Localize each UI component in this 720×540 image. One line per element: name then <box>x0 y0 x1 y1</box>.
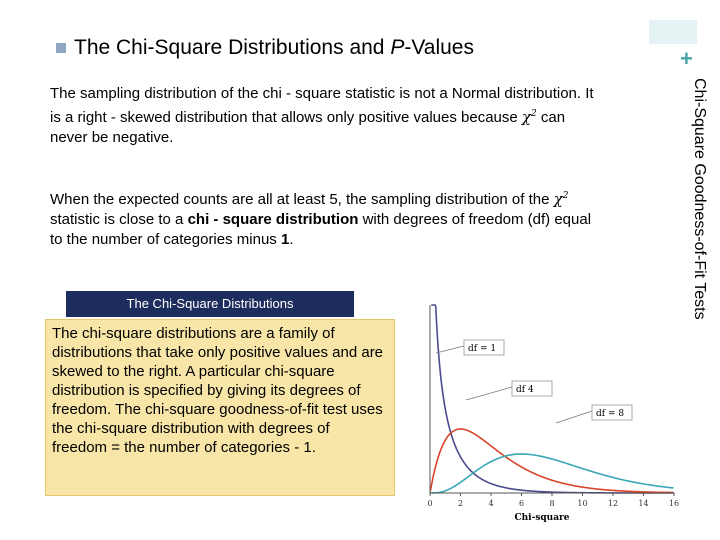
legend-leader-line <box>436 346 464 353</box>
x-tick-label: 10 <box>577 499 588 508</box>
legend-leader-line <box>556 411 592 423</box>
x-tick-label: 12 <box>607 499 619 508</box>
x-tick-label: 4 <box>488 499 494 508</box>
chi-square-symbol: $\chi^2$ <box>521 108 537 126</box>
chi-square-density-chart <box>406 305 680 523</box>
legend-label-df-1: df = 1 <box>468 344 497 354</box>
page-title: The Chi-Square Distributions and P-Values <box>74 36 474 59</box>
series-line-df-1 <box>431 305 673 493</box>
x-tick-label: 6 <box>518 499 525 508</box>
chi-square-symbol: $\chi^2$ <box>553 190 569 208</box>
x-tick-label: 14 <box>638 499 649 508</box>
legend-label-df-4: df 4 <box>516 385 534 395</box>
section-side-title: Chi-Square Goodness-of-Fit Tests <box>691 78 708 320</box>
legend-label-df-8: df = 8 <box>596 409 625 419</box>
legend-leader-line <box>466 387 512 400</box>
paragraph-expected-counts: When the expected counts are all at least 5, the sampling distribution of the $\chi^2$ statistic is close to a chi - square distribution with degrees of freedom (df) equal to the number of categories minus 1. <box>50 190 592 248</box>
x-tick-label: 8 <box>549 499 555 508</box>
distributions-box-text: The chi-square distributions are a family of distributions that take only positive values and are skewed to the right. A particular chi-square distribution is specified by giving its degrees of freedom. The chi-square goodness-of-fit test uses the chi-square distribution with degrees of freedom = the number of categories - 1. <box>45 319 395 496</box>
distributions-box-header: The Chi-Square Distributions <box>66 291 354 317</box>
series-line-df-8 <box>430 454 673 493</box>
x-tick-label: 16 <box>668 499 680 508</box>
bullet-square-icon <box>56 43 66 53</box>
plus-icon: + <box>680 46 693 71</box>
title-row <box>56 36 474 60</box>
x-tick-label: 2 <box>457 499 464 508</box>
decorative-header-bar <box>649 20 697 44</box>
x-axis-label: Chi-square <box>514 513 570 523</box>
x-tick-label: 0 <box>427 499 433 508</box>
paragraph-sampling-distribution: The sampling distribution of the chi - square statistic is not a Normal distribution. It is a right - skewed distribution that allows only positive values because $\chi^2$ can never be negative. <box>50 85 594 146</box>
